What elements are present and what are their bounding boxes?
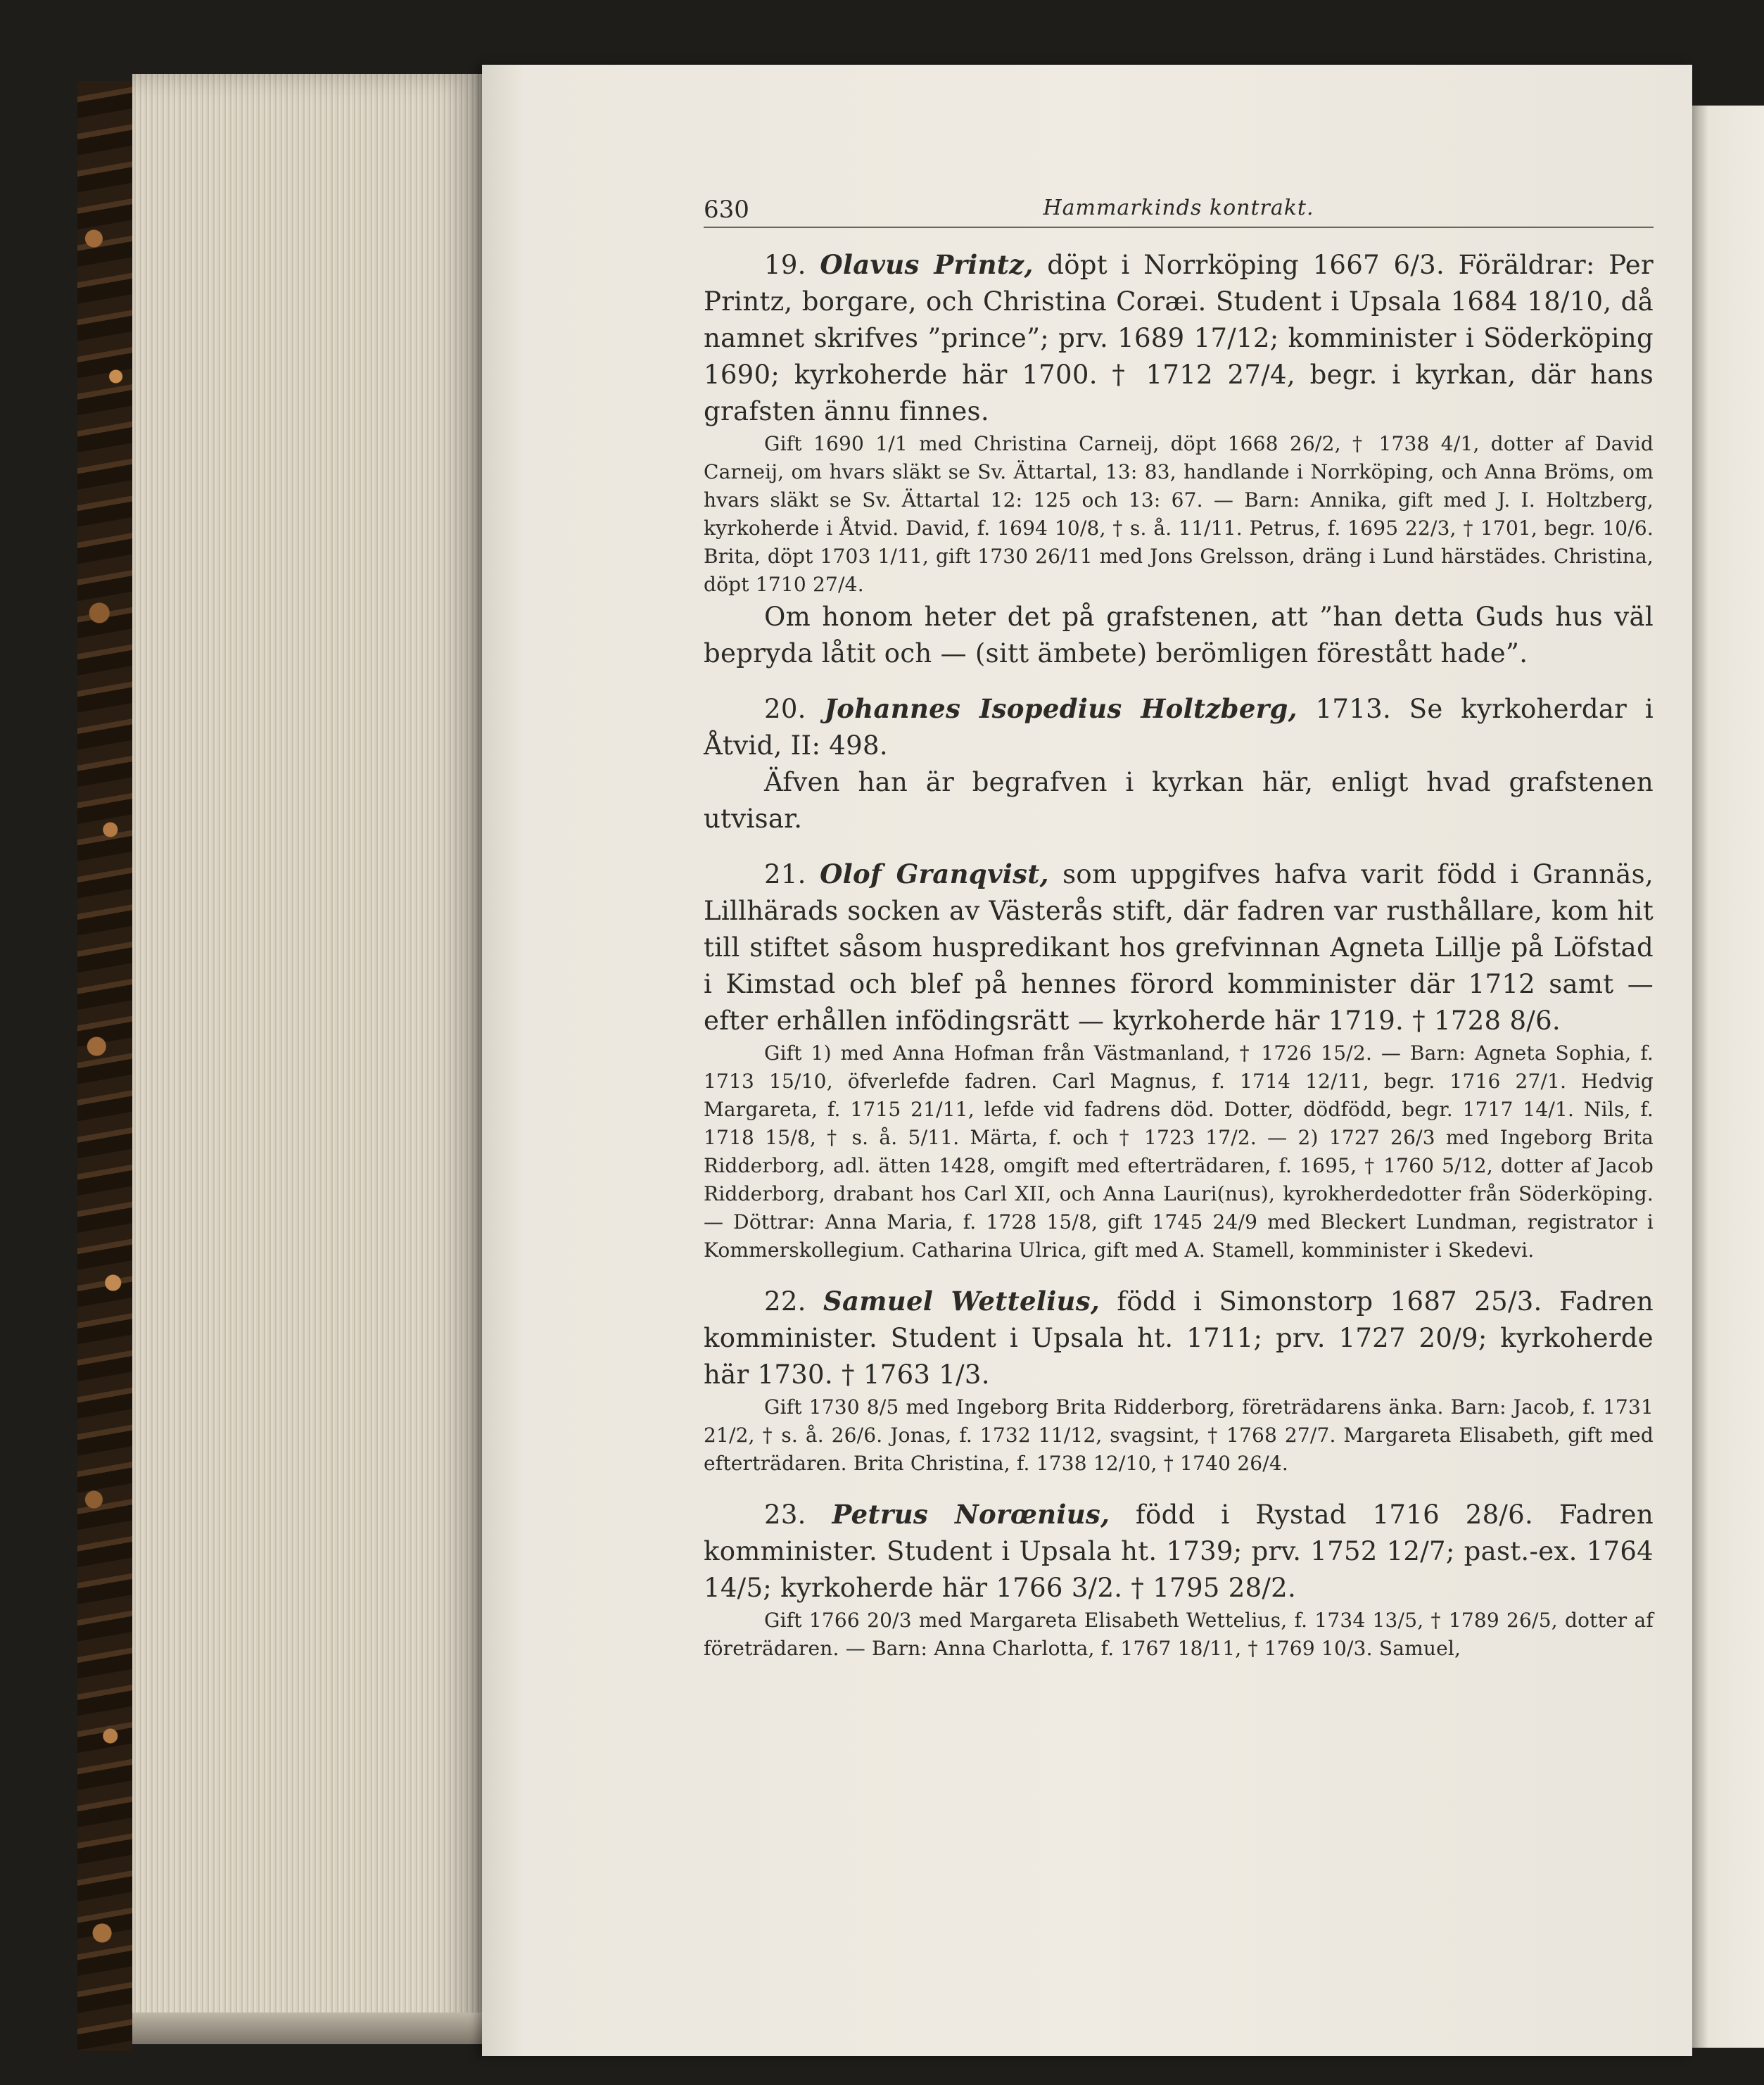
entry-text: född i Rystad 1716 28/6. Fadren komminister. Student i Upsala ht. 1739; prv. 1752 12/7; past.-ex. 1764 14/5; kyrkoherde här 1766 3/2. † 1795 28/2. (704, 1500, 1654, 1603)
entry-20 (704, 690, 1654, 837)
entry-name: Petrus Norœnius, (832, 1499, 1110, 1530)
entry-19 (704, 246, 1654, 672)
entry-text: 1713. Se kyrkoherdar i Åtvid, II: 498. (704, 694, 1654, 761)
running-head (704, 190, 1654, 228)
entry-family: Gift 1730 8/5 med Ingeborg Brita Ridderborg, företrädarens änka. Barn: Jacob, f. 1731 21/2, † s. å. 26/6. Jonas, f. 1732 11/12, svagsint, † 1768 27/7. Margareta Elisabeth, gift med efterträdaren. Brita Christina, f. 1738 12/10, † 1740 26/4. (704, 1395, 1654, 1475)
entry-extra: Äfven han är begrafven i kyrkan här, enligt hvad grafstenen utvisar. (704, 767, 1654, 834)
entry-body (704, 246, 1654, 430)
running-title: Hammarkinds kontrakt. (1043, 196, 1314, 220)
entry-name: Olof Granqvist, (820, 858, 1049, 889)
page-edges-stack (132, 74, 484, 2044)
entry-extra: Om honom heter det på grafstenen, att ”han detta Guds hus väl bepryda låtit och — (sitt ämbete) berömligen förestått hade”. (704, 602, 1654, 668)
entry-22 (704, 1283, 1654, 1478)
page-text-block (704, 190, 1654, 1681)
entry-name: Olavus Printz, (820, 249, 1034, 280)
entry-number: 19. (764, 250, 806, 280)
marbled-cover-edge (77, 81, 132, 2051)
entry-text: född i Simonstorp 1687 25/3. Fadren komminister. Student i Upsala ht. 1711; prv. 1727 20/9; kyrkoherde här 1730. † 1763 1/3. (704, 1286, 1654, 1390)
entry-21 (704, 856, 1654, 1265)
entry-name: Johannes Isopedius Holtzberg, (824, 693, 1297, 724)
entry-text: som uppgifves hafva varit född i Grannäs, Lillhärads socken av Västerås stift, där fadren var rusthållare, kom hit till stiftet såsom huspredikant hos grefvinnan Agneta Lillje på Löfstad i Kimstad och blef på hennes förord komminister där 1712 samt — efter erhållen infödingsrätt — kyrkoherde här 1719. † 1728 8/6. (704, 859, 1654, 1036)
facing-page-sliver (1687, 106, 1764, 2048)
entry-number: 21. (764, 859, 806, 889)
entry-name: Samuel Wettelius, (823, 1286, 1100, 1317)
entry-family: Gift 1) med Anna Hofman från Västmanland, † 1726 15/2. — Barn: Agneta Sophia, f. 1713 15/10, öfverlefde fadren. Carl Magnus, f. 1714 12/11, begr. 1716 27/1. Hedvig Margareta, f. 1715 21/11, lefde vid fadrens död. Dotter, dödfödd, begr. 1717 14/1. Nils, f. 1718 15/8, † s. å. 5/11. Märta, f. och † 1723 17/2. — 2) 1727 26/3 med Ingeborg Brita Ridderborg, adl. ätten 1428, omgift med efterträdaren, f. 1695, † 1760 5/12, dotter af Jacob Ridderborg, drabant hos Carl XII, och Anna Lauri(nus), kyrokherdedotter från Söderköping. — Döttrar: Anna Maria, f. 1728 15/8, gift 1745 24/9 med Bleckert Lundman, registrator i Kommerskollegium. Catharina Ulrica, gift med A. Stamell, komminister i Skedevi. (704, 1041, 1654, 1262)
page-edges-shadow (132, 2013, 484, 2044)
entry-body (704, 1283, 1654, 1393)
entry-number: 22. (764, 1286, 806, 1317)
entry-family: Gift 1766 20/3 med Margareta Elisabeth Wettelius, f. 1734 13/5, † 1789 26/5, dotter af företrädaren. — Barn: Anna Charlotta, f. 1767 18/11, † 1769 10/3. Samuel, (704, 1609, 1654, 1660)
entry-family: Gift 1690 1/1 med Christina Carneij, döpt 1668 26/2, † 1738 4/1, dotter af David Carneij, om hvars släkt se Sv. Ättartal, 13: 83, handlande i Norrköping, och Anna Bröms, om hvars släkt se Sv. Ättartal 12: 125 och 13: 67. — Barn: Annika, gift med J. I. Holtzberg, kyrkoherde i Åtvid. David, f. 1694 10/8, † s. å. 11/11. Petrus, f. 1695 22/3, † 1701, begr. 10/6. Brita, döpt 1703 1/11, gift 1730 26/11 med Jons Grelsson, dräng i Lund härstädes. Christina, döpt 1710 27/4. (704, 432, 1654, 596)
entry-body (704, 690, 1654, 764)
entry-body (704, 1496, 1654, 1606)
entry-number: 20. (764, 694, 806, 724)
entry-body (704, 856, 1654, 1039)
entry-23 (704, 1496, 1654, 1663)
entry-number: 23. (764, 1500, 806, 1530)
entry-text: döpt i Norrköping 1667 6/3. Föräldrar: Per Printz, borgare, och Christina Coræi. Student i Upsala 1684 18/10, då namnet skrifves ”prince”; prv. 1689 17/12; komminister i Söderköping 1690; kyrkoherde här 1700. † 1712 27/4, begr. i kyrkan, där hans grafsten ännu finnes. (704, 250, 1654, 426)
page-number: 630 (704, 196, 749, 224)
